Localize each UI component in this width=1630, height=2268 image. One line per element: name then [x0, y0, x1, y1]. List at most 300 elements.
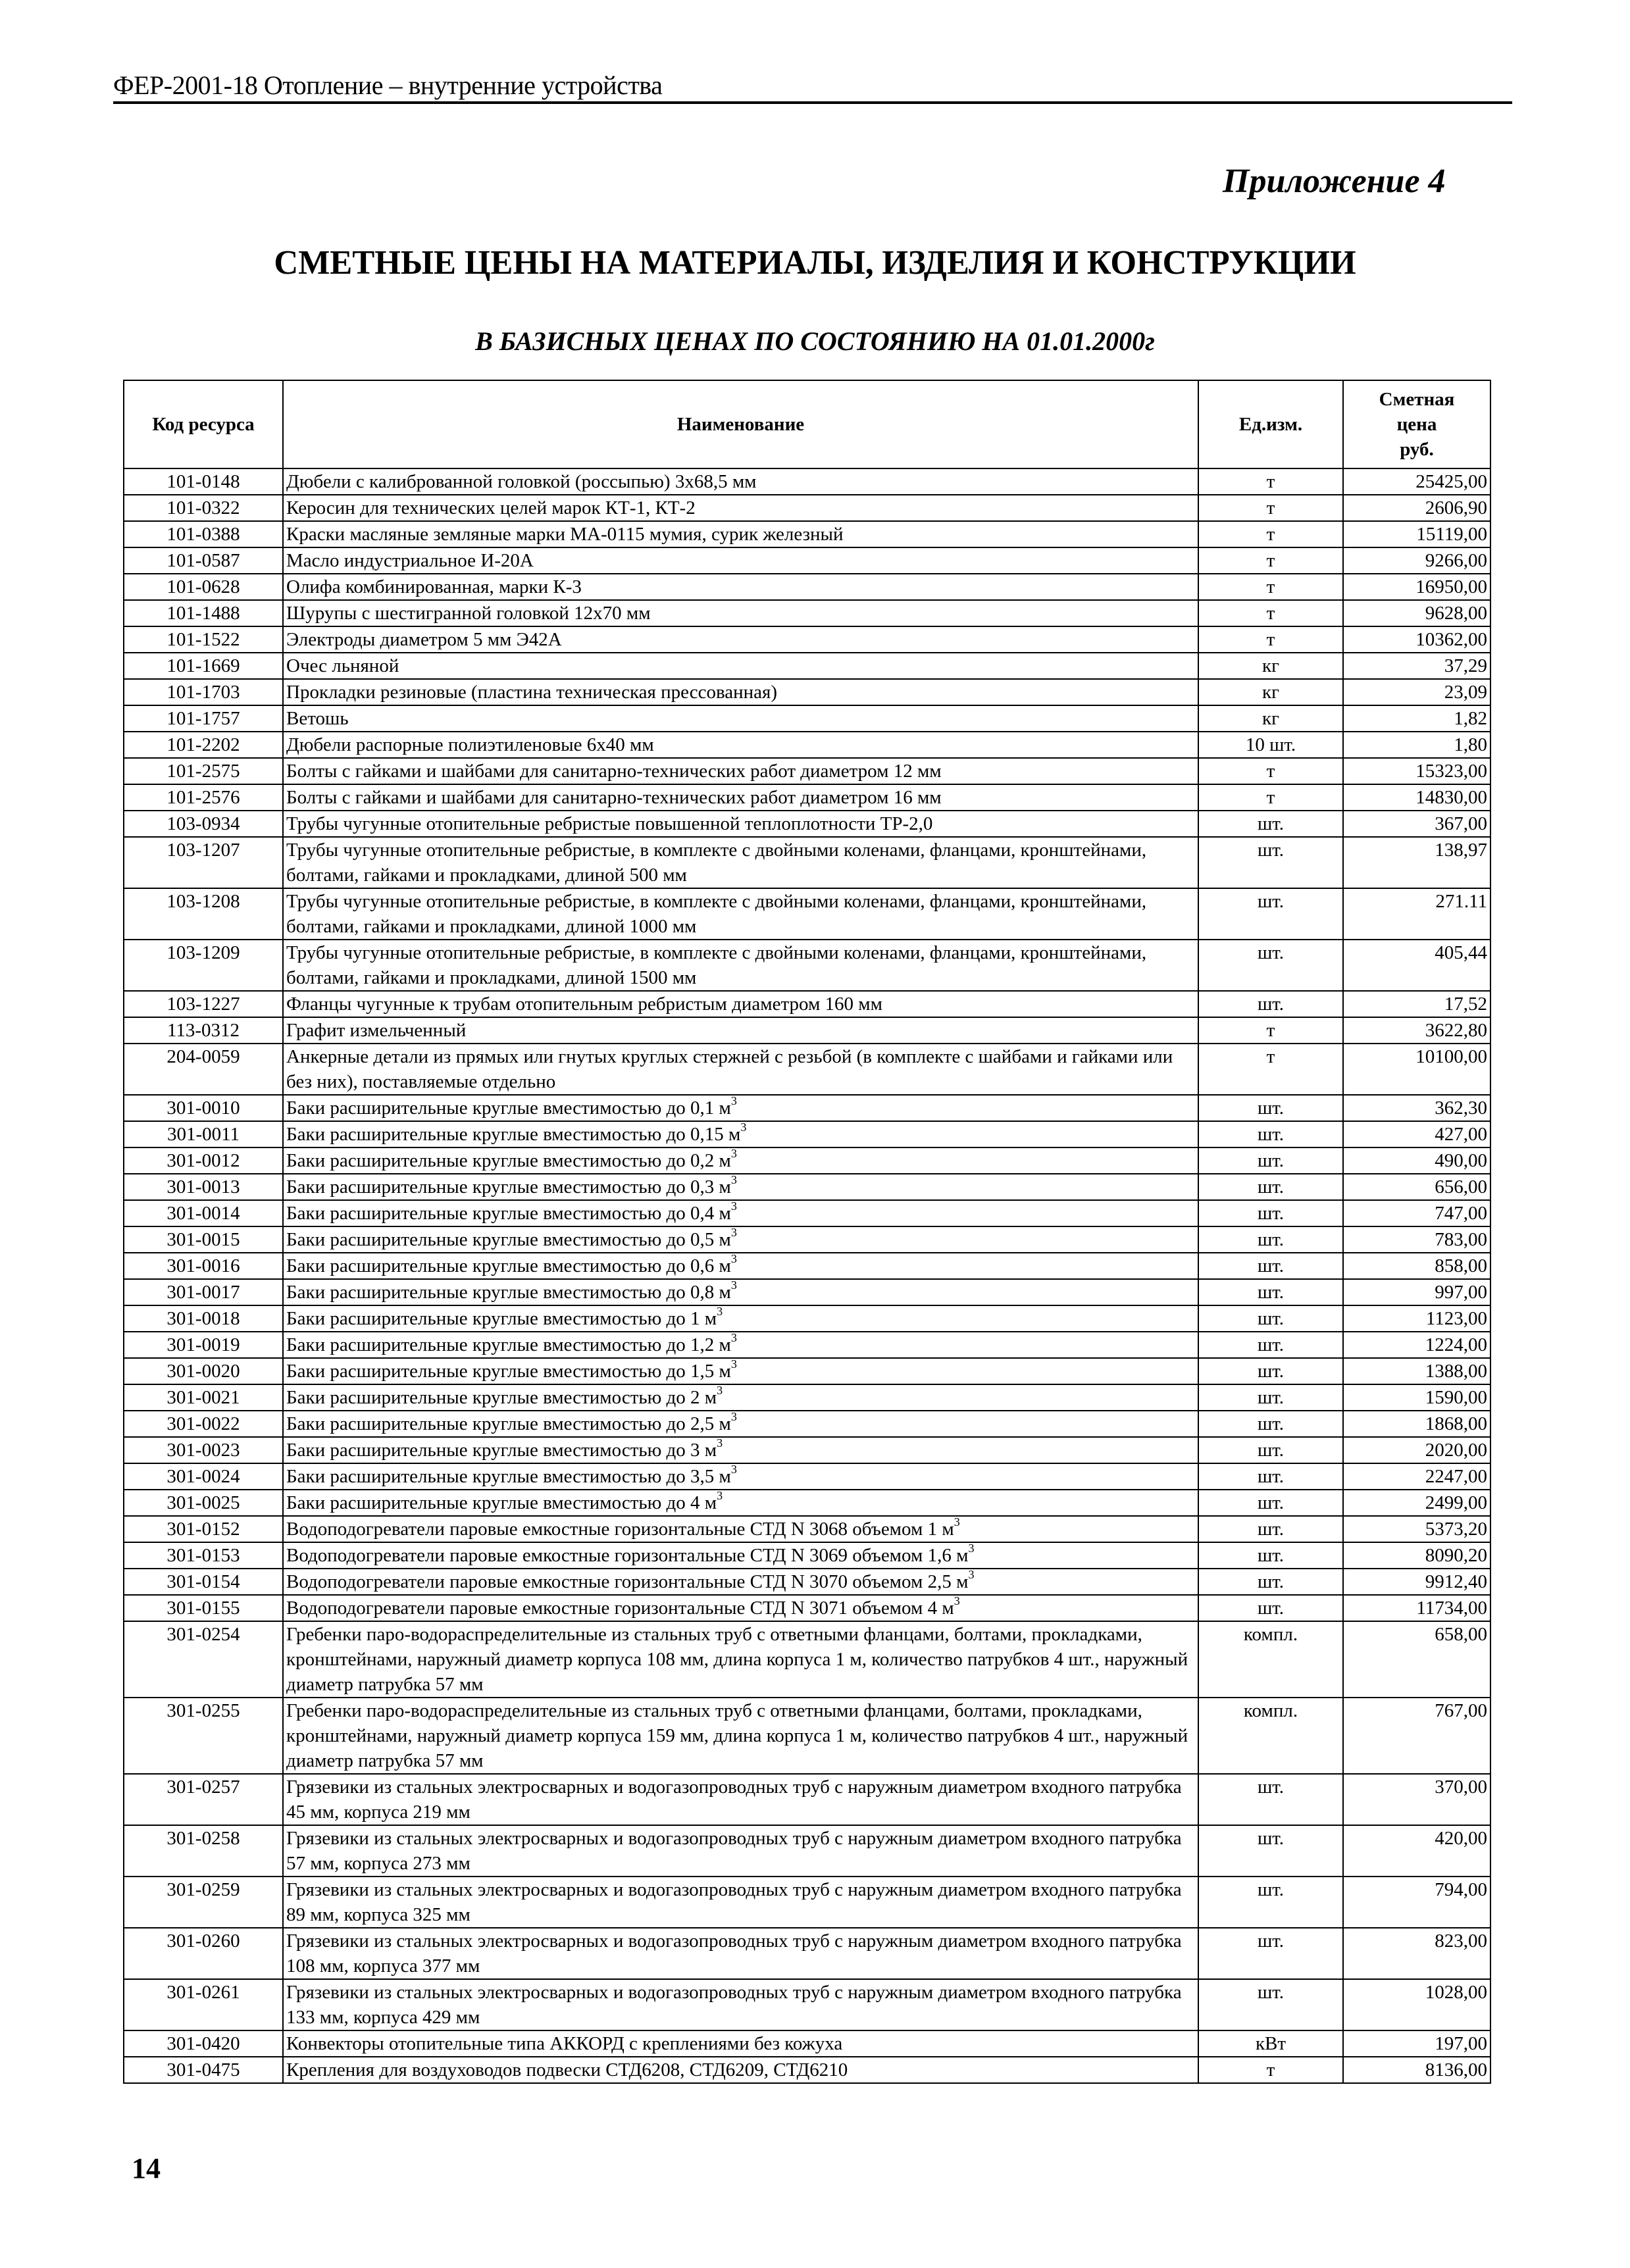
table-row [124, 732, 1490, 758]
table-row [124, 1332, 1490, 1358]
price-cell: 8136,00 [1343, 2057, 1490, 2083]
page-number: 14 [132, 2152, 161, 2184]
item-name-cell: Крепления для воздуховодов подвески СТД6208, СТД6209, СТД6210 [283, 2057, 1198, 2083]
item-name-text: Баки расширительные круглые вместимостью до 1,2 м [286, 1334, 731, 1355]
unit-cell: шт. [1198, 1774, 1343, 1825]
table-row [124, 784, 1490, 811]
unit-cell: шт. [1198, 1174, 1343, 1200]
item-name-cell: Болты с гайками и шайбами для санитарно-технических работ диаметром 16 мм [283, 784, 1198, 811]
item-name-cell: Грязевики из стальных электросварных и водогазопроводных труб с наружным диаметром входного патрубка 57 мм, корпуса 273 мм [283, 1825, 1198, 1877]
table-row [124, 811, 1490, 837]
resource-code-cell: 301-0024 [124, 1463, 283, 1490]
item-name-cell [283, 1463, 1198, 1490]
price-cell: 5373,20 [1343, 1516, 1490, 1542]
table-row [124, 1358, 1490, 1384]
unit-cell: шт. [1198, 1595, 1343, 1621]
price-cell: 1,82 [1343, 705, 1490, 732]
table-row [124, 600, 1490, 626]
table-row [124, 521, 1490, 547]
price-cell: 8090,20 [1343, 1542, 1490, 1569]
item-name-cell: Прокладки резиновые (пластина техническая прессованная) [283, 679, 1198, 705]
item-name-text: Водоподогреватели паровые емкостные горизонтальные СТД N 3070 объемом 2,5 м [286, 1571, 969, 1592]
price-cell: 16950,00 [1343, 574, 1490, 600]
column-header-code: Код ресурса [124, 380, 283, 468]
resource-code-cell: 301-0475 [124, 2057, 283, 2083]
price-cell: 1123,00 [1343, 1305, 1490, 1332]
cubic-superscript: 3 [730, 1358, 737, 1371]
table-row [124, 1174, 1490, 1200]
column-header-unit: Ед.изм. [1198, 380, 1343, 468]
cubic-superscript: 3 [968, 1569, 975, 1581]
item-name-cell [283, 1542, 1198, 1569]
item-name-cell: Шурупы с шестигранной головкой 12х70 мм [283, 600, 1198, 626]
table-row [124, 1017, 1490, 1044]
unit-cell: шт. [1198, 1095, 1343, 1121]
resource-code-cell: 301-0154 [124, 1569, 283, 1595]
price-cell: 1388,00 [1343, 1358, 1490, 1384]
item-name-cell: Трубы чугунные отопительные ребристые, в комплекте с двойными коленами, фланцами, кронштейнами, болтами, гайками и прокладками, длиной 1000 мм [283, 888, 1198, 940]
price-cell: 405,44 [1343, 940, 1490, 991]
unit-cell: кг [1198, 653, 1343, 679]
table-row [124, 547, 1490, 574]
item-name-cell [283, 1147, 1198, 1174]
unit-cell: шт. [1198, 1358, 1343, 1384]
table-row [124, 1095, 1490, 1121]
unit-cell: шт. [1198, 1384, 1343, 1411]
price-cell: 367,00 [1343, 811, 1490, 837]
item-name-cell: Трубы чугунные отопительные ребристые, в комплекте с двойными коленами, фланцами, кронштейнами, болтами, гайками и прокладками, длиной 1500 мм [283, 940, 1198, 991]
table-row [124, 1825, 1490, 1877]
item-name-text: Баки расширительные круглые вместимостью до 0,5 м [286, 1229, 731, 1250]
unit-cell: шт. [1198, 1490, 1343, 1516]
item-name-cell: Трубы чугунные отопительные ребристые, в комплекте с двойными коленами, фланцами, кронштейнами, болтами, гайками и прокладками, длиной 500 мм [283, 837, 1198, 888]
unit-cell: компл. [1198, 1698, 1343, 1774]
resource-code-cell: 301-0155 [124, 1595, 283, 1621]
item-name-text: Баки расширительные круглые вместимостью до 2 м [286, 1387, 717, 1408]
item-name-cell: Дюбели распорные полиэтиленовые 6х40 мм [283, 732, 1198, 758]
price-cell: 197,00 [1343, 2030, 1490, 2057]
cubic-superscript: 3 [730, 1279, 737, 1292]
price-cell: 10362,00 [1343, 626, 1490, 653]
running-head: ФЕР-2001-18 Отопление – внутренние устройства [113, 71, 1512, 104]
table-row [124, 1147, 1490, 1174]
table-row [124, 991, 1490, 1017]
resource-code-cell: 101-0587 [124, 547, 283, 574]
item-name-cell [283, 1569, 1198, 1595]
price-cell: 747,00 [1343, 1200, 1490, 1226]
cubic-superscript: 3 [717, 1437, 723, 1449]
table-row [124, 758, 1490, 784]
item-name-text: Баки расширительные круглые вместимостью до 0,3 м [286, 1176, 731, 1197]
item-name-cell: Трубы чугунные отопительные ребристые повышенной теплоплотности ТР-2,0 [283, 811, 1198, 837]
item-name-cell: Масло индустриальное И-20А [283, 547, 1198, 574]
table-row [124, 1437, 1490, 1463]
item-name-cell: Электроды диаметром 5 мм Э42А [283, 626, 1198, 653]
item-name-text: Баки расширительные круглые вместимостью до 0,2 м [286, 1150, 731, 1171]
item-name-cell: Керосин для технических целей марок КТ-1, КТ-2 [283, 495, 1198, 521]
price-cell: 427,00 [1343, 1121, 1490, 1147]
price-cell: 10100,00 [1343, 1044, 1490, 1095]
price-cell: 420,00 [1343, 1825, 1490, 1877]
unit-cell: шт. [1198, 1411, 1343, 1437]
price-cell: 362,30 [1343, 1095, 1490, 1121]
item-name-cell [283, 1516, 1198, 1542]
unit-cell: т [1198, 547, 1343, 574]
resource-code-cell: 103-1208 [124, 888, 283, 940]
item-name-cell: Графит измельченный [283, 1017, 1198, 1044]
item-name-cell [283, 1411, 1198, 1437]
cubic-superscript: 3 [717, 1490, 723, 1502]
resource-code-cell: 301-0020 [124, 1358, 283, 1384]
price-cell: 25425,00 [1343, 468, 1490, 495]
unit-cell: шт. [1198, 1979, 1343, 2030]
resource-code-cell: 301-0261 [124, 1979, 283, 2030]
table-row [124, 1411, 1490, 1437]
table-row [124, 1200, 1490, 1226]
price-cell: 23,09 [1343, 679, 1490, 705]
price-cell: 1590,00 [1343, 1384, 1490, 1411]
unit-cell: т [1198, 521, 1343, 547]
item-name-text: Баки расширительные круглые вместимостью до 1,5 м [286, 1361, 731, 1382]
resource-code-cell: 301-0258 [124, 1825, 283, 1877]
item-name-cell [283, 1595, 1198, 1621]
resource-code-cell: 301-0260 [124, 1928, 283, 1979]
cubic-superscript: 3 [730, 1463, 737, 1476]
item-name-cell [283, 1490, 1198, 1516]
price-cell: 783,00 [1343, 1226, 1490, 1253]
resource-code-cell: 301-0420 [124, 2030, 283, 2057]
column-header-name: Наименование [283, 380, 1198, 468]
price-cell: 2247,00 [1343, 1463, 1490, 1490]
unit-cell: шт. [1198, 811, 1343, 837]
cubic-superscript: 3 [717, 1305, 723, 1318]
item-name-text: Водоподогреватели паровые емкостные горизонтальные СТД N 3069 объемом 1,6 м [286, 1545, 969, 1566]
price-cell: 14830,00 [1343, 784, 1490, 811]
unit-cell: компл. [1198, 1621, 1343, 1698]
price-header-line: Сметная [1379, 389, 1455, 410]
price-cell: 15323,00 [1343, 758, 1490, 784]
unit-cell: шт. [1198, 1928, 1343, 1979]
cubic-superscript: 3 [954, 1516, 960, 1528]
price-cell: 1,80 [1343, 732, 1490, 758]
price-cell: 9628,00 [1343, 600, 1490, 626]
price-header-line: цена [1396, 414, 1437, 435]
cubic-superscript: 3 [730, 1253, 737, 1265]
item-name-text: Баки расширительные круглые вместимостью до 0,8 м [286, 1282, 731, 1303]
table-row [124, 653, 1490, 679]
unit-cell: шт. [1198, 991, 1343, 1017]
resource-code-cell: 301-0019 [124, 1332, 283, 1358]
table-row [124, 1044, 1490, 1095]
price-cell: 997,00 [1343, 1279, 1490, 1305]
price-cell: 767,00 [1343, 1698, 1490, 1774]
resource-code-cell: 301-0017 [124, 1279, 283, 1305]
table-row [124, 1463, 1490, 1490]
item-name-cell: Анкерные детали из прямых или гнутых круглых стержней с резьбой (в комплекте с шайбами и гайками или без них), поставляемые отдельно [283, 1044, 1198, 1095]
item-name-cell [283, 1174, 1198, 1200]
item-name-cell [283, 1305, 1198, 1332]
unit-cell: кВт [1198, 2030, 1343, 2057]
resource-code-cell: 101-2576 [124, 784, 283, 811]
price-cell: 2020,00 [1343, 1437, 1490, 1463]
unit-cell: шт. [1198, 1305, 1343, 1332]
item-name-cell: Краски масляные земляные марки МА-0115 мумия, сурик железный [283, 521, 1198, 547]
unit-cell: т [1198, 758, 1343, 784]
item-name-cell [283, 1095, 1198, 1121]
unit-cell: т [1198, 2057, 1343, 2083]
resource-code-cell: 301-0012 [124, 1147, 283, 1174]
table-row [124, 1877, 1490, 1928]
unit-cell: 10 шт. [1198, 732, 1343, 758]
item-name-text: Баки расширительные круглые вместимостью до 3 м [286, 1440, 717, 1461]
table-row [124, 888, 1490, 940]
unit-cell: шт. [1198, 1226, 1343, 1253]
unit-cell: т [1198, 574, 1343, 600]
resource-code-cell: 301-0014 [124, 1200, 283, 1226]
resource-code-cell: 301-0013 [124, 1174, 283, 1200]
price-cell: 1868,00 [1343, 1411, 1490, 1437]
item-name-text: Баки расширительные круглые вместимостью до 3,5 м [286, 1466, 731, 1487]
table-row [124, 1516, 1490, 1542]
resource-code-cell: 301-0021 [124, 1384, 283, 1411]
unit-cell: кг [1198, 705, 1343, 732]
column-header-price [1343, 380, 1490, 468]
price-cell: 370,00 [1343, 1774, 1490, 1825]
resource-code-cell: 301-0016 [124, 1253, 283, 1279]
table-row [124, 1928, 1490, 1979]
table-row [124, 468, 1490, 495]
table-row [124, 1595, 1490, 1621]
table-row [124, 626, 1490, 653]
price-cell: 138,97 [1343, 837, 1490, 888]
item-name-cell: Грязевики из стальных электросварных и водогазопроводных труб с наружным диаметром входного патрубка 45 мм, корпуса 219 мм [283, 1774, 1198, 1825]
price-cell: 1028,00 [1343, 1979, 1490, 2030]
resource-code-cell: 101-1703 [124, 679, 283, 705]
item-name-cell [283, 1226, 1198, 1253]
table-row [124, 1621, 1490, 1698]
item-name-cell [283, 1384, 1198, 1411]
resource-code-cell: 101-1669 [124, 653, 283, 679]
unit-cell: шт. [1198, 1542, 1343, 1569]
unit-cell: шт. [1198, 1200, 1343, 1226]
table-row [124, 1279, 1490, 1305]
item-name-cell [283, 1279, 1198, 1305]
cubic-superscript: 3 [730, 1226, 737, 1239]
resource-code-cell: 301-0025 [124, 1490, 283, 1516]
price-cell: 17,52 [1343, 991, 1490, 1017]
resource-code-cell: 103-1227 [124, 991, 283, 1017]
unit-cell: шт. [1198, 1437, 1343, 1463]
resource-code-cell: 301-0023 [124, 1437, 283, 1463]
resource-code-cell: 101-1757 [124, 705, 283, 732]
table-row [124, 679, 1490, 705]
table-row [124, 2057, 1490, 2083]
item-name-cell: Грязевики из стальных электросварных и водогазопроводных труб с наружным диаметром входного патрубка 89 мм, корпуса 325 мм [283, 1877, 1198, 1928]
unit-cell: шт. [1198, 1825, 1343, 1877]
price-cell: 858,00 [1343, 1253, 1490, 1279]
resource-code-cell: 101-1488 [124, 600, 283, 626]
cubic-superscript: 3 [730, 1095, 737, 1107]
cubic-superscript: 3 [730, 1200, 737, 1213]
resource-code-cell: 103-1209 [124, 940, 283, 991]
price-cell: 2606,90 [1343, 495, 1490, 521]
unit-cell: т [1198, 600, 1343, 626]
table-row [124, 1305, 1490, 1332]
item-name-text: Баки расширительные круглые вместимостью до 1 м [286, 1308, 717, 1329]
table-row [124, 2030, 1490, 2057]
table-row [124, 940, 1490, 991]
price-cell: 3622,80 [1343, 1017, 1490, 1044]
resource-code-cell: 301-0010 [124, 1095, 283, 1121]
item-name-cell [283, 1332, 1198, 1358]
item-name-cell: Олифа комбинированная, марки К-3 [283, 574, 1198, 600]
table-row [124, 1384, 1490, 1411]
unit-cell: т [1198, 784, 1343, 811]
resource-code-cell: 204-0059 [124, 1044, 283, 1095]
item-name-cell: Грязевики из стальных электросварных и водогазопроводных труб с наружным диаметром входного патрубка 133 мм, корпуса 429 мм [283, 1979, 1198, 2030]
cubic-superscript: 3 [717, 1384, 723, 1397]
item-name-cell: Грязевики из стальных электросварных и водогазопроводных труб с наружным диаметром входного патрубка 108 мм, корпуса 377 мм [283, 1928, 1198, 1979]
unit-cell: шт. [1198, 1253, 1343, 1279]
resource-code-cell: 101-0388 [124, 521, 283, 547]
resource-code-cell: 301-0259 [124, 1877, 283, 1928]
price-table [123, 380, 1491, 2084]
price-cell: 823,00 [1343, 1928, 1490, 1979]
resource-code-cell: 101-0628 [124, 574, 283, 600]
unit-cell: т [1198, 495, 1343, 521]
resource-code-cell: 101-0322 [124, 495, 283, 521]
cubic-superscript: 3 [954, 1595, 960, 1607]
item-name-text: Водоподогреватели паровые емкостные горизонтальные СТД N 3068 объемом 1 м [286, 1519, 954, 1540]
table-row [124, 1698, 1490, 1774]
item-name-cell: Очес льняной [283, 653, 1198, 679]
table-row [124, 1979, 1490, 2030]
item-name-cell: Фланцы чугунные к трубам отопительным ребристым диаметром 160 мм [283, 991, 1198, 1017]
resource-code-cell: 101-2202 [124, 732, 283, 758]
resource-code-cell: 301-0015 [124, 1226, 283, 1253]
table-row [124, 1226, 1490, 1253]
resource-code-cell: 103-0934 [124, 811, 283, 837]
resource-code-cell: 101-2575 [124, 758, 283, 784]
unit-cell: т [1198, 468, 1343, 495]
table-row [124, 574, 1490, 600]
resource-code-cell: 101-0148 [124, 468, 283, 495]
resource-code-cell: 113-0312 [124, 1017, 283, 1044]
price-header-line: руб. [1400, 439, 1434, 460]
appendix-label: Приложение 4 [1223, 163, 1446, 200]
table-header-row [124, 380, 1490, 468]
resource-code-cell: 301-0255 [124, 1698, 283, 1774]
item-name-text: Водоподогреватели паровые емкостные горизонтальные СТД N 3071 объемом 4 м [286, 1598, 954, 1619]
unit-cell: шт. [1198, 1121, 1343, 1147]
unit-cell: т [1198, 626, 1343, 653]
item-name-cell [283, 1253, 1198, 1279]
resource-code-cell: 301-0011 [124, 1121, 283, 1147]
resource-code-cell: 301-0257 [124, 1774, 283, 1825]
resource-code-cell: 301-0018 [124, 1305, 283, 1332]
item-name-cell: Болты с гайками и шайбами для санитарно-технических работ диаметром 12 мм [283, 758, 1198, 784]
table-row [124, 1253, 1490, 1279]
price-cell: 37,29 [1343, 653, 1490, 679]
price-cell: 2499,00 [1343, 1490, 1490, 1516]
item-name-cell: Ветошь [283, 705, 1198, 732]
price-cell: 9912,40 [1343, 1569, 1490, 1595]
price-cell: 658,00 [1343, 1621, 1490, 1698]
item-name-cell [283, 1121, 1198, 1147]
unit-cell: шт. [1198, 888, 1343, 940]
item-name-cell: Гребенки паро-водораспределительные из стальных труб с ответными фланцами, болтами, прокладками, кронштейнами, наружный диаметр корпуса 159 мм, длина корпуса 1 м, количество патрубков 4 шт., наружный диаметр патрубка 57 мм [283, 1698, 1198, 1774]
item-name-text: Баки расширительные круглые вместимостью до 0,6 м [286, 1255, 731, 1276]
price-cell: 15119,00 [1343, 521, 1490, 547]
table-row [124, 1490, 1490, 1516]
item-name-text: Баки расширительные круглые вместимостью до 0,15 м [286, 1124, 741, 1145]
table-row [124, 1121, 1490, 1147]
resource-code-cell: 301-0152 [124, 1516, 283, 1542]
unit-cell: шт. [1198, 1516, 1343, 1542]
item-name-text: Баки расширительные круглые вместимостью до 0,1 м [286, 1097, 731, 1119]
page-subtitle: В БАЗИСНЫХ ЦЕНАХ ПО СОСТОЯНИЮ НА 01.01.2000г [475, 326, 1155, 356]
cubic-superscript: 3 [730, 1332, 737, 1344]
unit-cell: шт. [1198, 1147, 1343, 1174]
price-cell: 490,00 [1343, 1147, 1490, 1174]
unit-cell: шт. [1198, 940, 1343, 991]
unit-cell: кг [1198, 679, 1343, 705]
item-name-cell [283, 1437, 1198, 1463]
price-cell: 1224,00 [1343, 1332, 1490, 1358]
unit-cell: шт. [1198, 1877, 1343, 1928]
unit-cell: шт. [1198, 1569, 1343, 1595]
item-name-text: Баки расширительные круглые вместимостью до 0,4 м [286, 1203, 731, 1224]
item-name-cell [283, 1200, 1198, 1226]
table-row [124, 1542, 1490, 1569]
table-row [124, 495, 1490, 521]
cubic-superscript: 3 [730, 1174, 737, 1186]
resource-code-cell: 301-0153 [124, 1542, 283, 1569]
price-cell: 656,00 [1343, 1174, 1490, 1200]
item-name-text: Баки расширительные круглые вместимостью до 4 м [286, 1492, 717, 1513]
item-name-cell [283, 1358, 1198, 1384]
unit-cell: т [1198, 1044, 1343, 1095]
resource-code-cell: 301-0254 [124, 1621, 283, 1698]
cubic-superscript: 3 [730, 1147, 737, 1160]
resource-code-cell: 101-1522 [124, 626, 283, 653]
item-name-cell: Гребенки паро-водораспределительные из стальных труб с ответными фланцами, болтами, прокладками, кронштейнами, наружный диаметр корпуса 108 мм, длина корпуса 1 м, количество патрубков 4 шт., наружный диаметр патрубка 57 мм [283, 1621, 1198, 1698]
table-row [124, 705, 1490, 732]
table-body [124, 468, 1490, 2083]
table-row [124, 837, 1490, 888]
resource-code-cell: 103-1207 [124, 837, 283, 888]
cubic-superscript: 3 [968, 1542, 975, 1555]
price-cell: 271.11 [1343, 888, 1490, 940]
unit-cell: шт. [1198, 1463, 1343, 1490]
item-name-cell: Дюбели с калиброванной головкой (россыпью) 3х68,5 мм [283, 468, 1198, 495]
price-cell: 794,00 [1343, 1877, 1490, 1928]
unit-cell: т [1198, 1017, 1343, 1044]
price-cell: 11734,00 [1343, 1595, 1490, 1621]
table-row [124, 1774, 1490, 1825]
unit-cell: шт. [1198, 837, 1343, 888]
unit-cell: шт. [1198, 1279, 1343, 1305]
price-cell: 9266,00 [1343, 547, 1490, 574]
page-title: СМЕТНЫЕ ЦЕНЫ НА МАТЕРИАЛЫ, ИЗДЕЛИЯ И КОНСТРУКЦИИ [274, 244, 1356, 282]
unit-cell: шт. [1198, 1332, 1343, 1358]
resource-code-cell: 301-0022 [124, 1411, 283, 1437]
item-name-text: Баки расширительные круглые вместимостью до 2,5 м [286, 1413, 731, 1434]
item-name-cell: Конвекторы отопительные типа АККОРД с креплениями без кожуха [283, 2030, 1198, 2057]
cubic-superscript: 3 [740, 1121, 747, 1134]
table-row [124, 1569, 1490, 1595]
cubic-superscript: 3 [730, 1411, 737, 1423]
